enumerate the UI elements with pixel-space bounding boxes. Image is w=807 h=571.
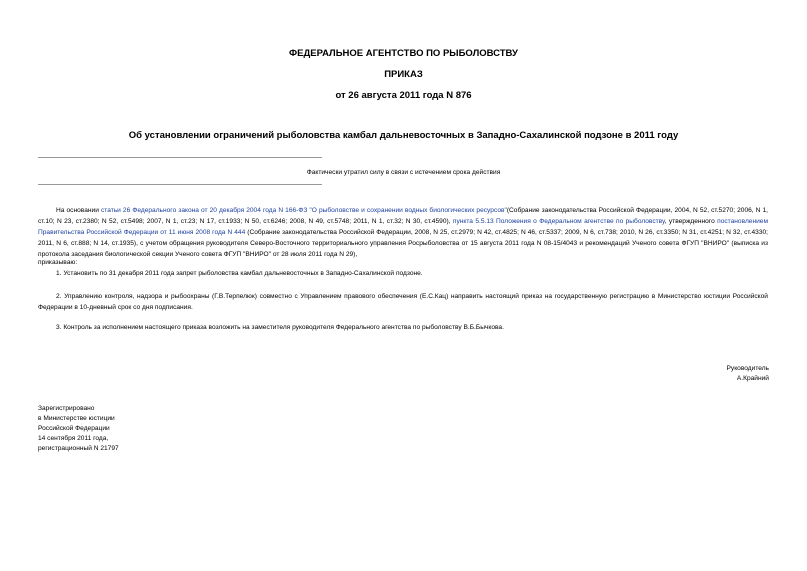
signature-name: А.Крайний: [736, 375, 769, 382]
regulation-point-link[interactable]: пункта 5.5.13 Положения о Федеральном агентстве по рыболовству: [452, 218, 665, 225]
basis-text-4: (Собрание законодательства Российской Федерации, 2008, N 25, ст.2979; N 42, ст.4825; N 46, ст.5337; 2009, N 6, ст.738; 2010, N 26, ст.3350; N 31, ст.4251; N 32, ст.4330; 2011, N 6, ст.888; N 14, ст.1935), с учетом обращения руководителя Северо-Восточного территориального управления Росрыболовства от 15 августа 2011 года N 08-15/4043 и рекомендаций Ученого совета ФГУП "ВНИРО" (выписка из протокола заседания биологической секции Ученого совета ФГУП "ВНИРО" от 28 июля 2011 года N 29),: [38, 229, 768, 258]
basis-paragraph: [38, 205, 768, 260]
registration-line-2: в Министерстве юстиции: [38, 415, 115, 422]
law-article-link[interactable]: статьи 26 Федерального закона от 20 декабря 2004 года N 166-ФЗ "О рыболовстве и сохранении водных биологических ресурсов": [100, 207, 507, 214]
order-word: приказываю:: [38, 259, 78, 266]
registration-line-1: Зарегистрировано: [38, 405, 95, 412]
divider-top: [38, 157, 322, 158]
basis-text-2: (Собрание законодательства Российской Федерации, 2004, N 52, ст.5270; 2006, N 1, ст.10; N 23, ст.2380; N 52, ст.5498; 2007, N 1, ст.23; N 17, ст.1933; N 50, ст.6246; 2008, N 49, ст.5748; 2011, N 1, ст.32; N 30, ст.4590),: [38, 207, 769, 225]
date-number-heading: от 26 августа 2011 года N 876: [335, 90, 472, 101]
registration-line-3: Российской Федерации: [38, 425, 110, 432]
status-note: Фактически утратил силу в связи с истечением срока действия: [306, 169, 501, 176]
order-item-2: 2. Управлению контроля, надзора и рыбоохраны (Г.В.Терпелюк) совместно с Управлением правового обеспечения (Е.С.Кац) направить настоящий приказ на государственную регистрацию в Министерство юстиции Российской Федерации в 10-дневный срок со дня подписания.: [38, 293, 768, 311]
order-item-1: 1. Установить по 31 декабря 2011 года запрет рыболовства камбал дальневосточных в Западно-Сахалинской подзоне.: [56, 270, 423, 277]
signature-position: Руководитель: [726, 365, 769, 372]
registration-line-5: регистрационный N 21797: [38, 445, 119, 452]
divider-bottom: [38, 184, 322, 185]
signature-block: [727, 364, 769, 384]
registration-line-4: 14 сентября 2011 года,: [38, 435, 109, 442]
basis-text-1: На основании: [56, 207, 101, 214]
order-item-3: 3. Контроль за исполнением настоящего приказа возложить на заместителя руководителя Федерального агентства по рыболовству В.Б.Бычкова.: [56, 324, 504, 331]
registration-block: [38, 404, 119, 454]
basis-text-3: , утвержденного: [664, 218, 718, 225]
document-title: Об установлении ограничений рыболовства камбал дальневосточных в Западно-Сахалинской подзоне в 2011 году: [128, 130, 679, 141]
government-decree-link[interactable]: постановлением Правительства Российской Федерации от 11 июня 2008 года N 444: [38, 218, 768, 236]
agency-heading: ФЕДЕРАЛЬНОЕ АГЕНТСТВО ПО РЫБОЛОВСТВУ: [289, 48, 518, 59]
doc-type-heading: ПРИКАЗ: [384, 69, 423, 80]
